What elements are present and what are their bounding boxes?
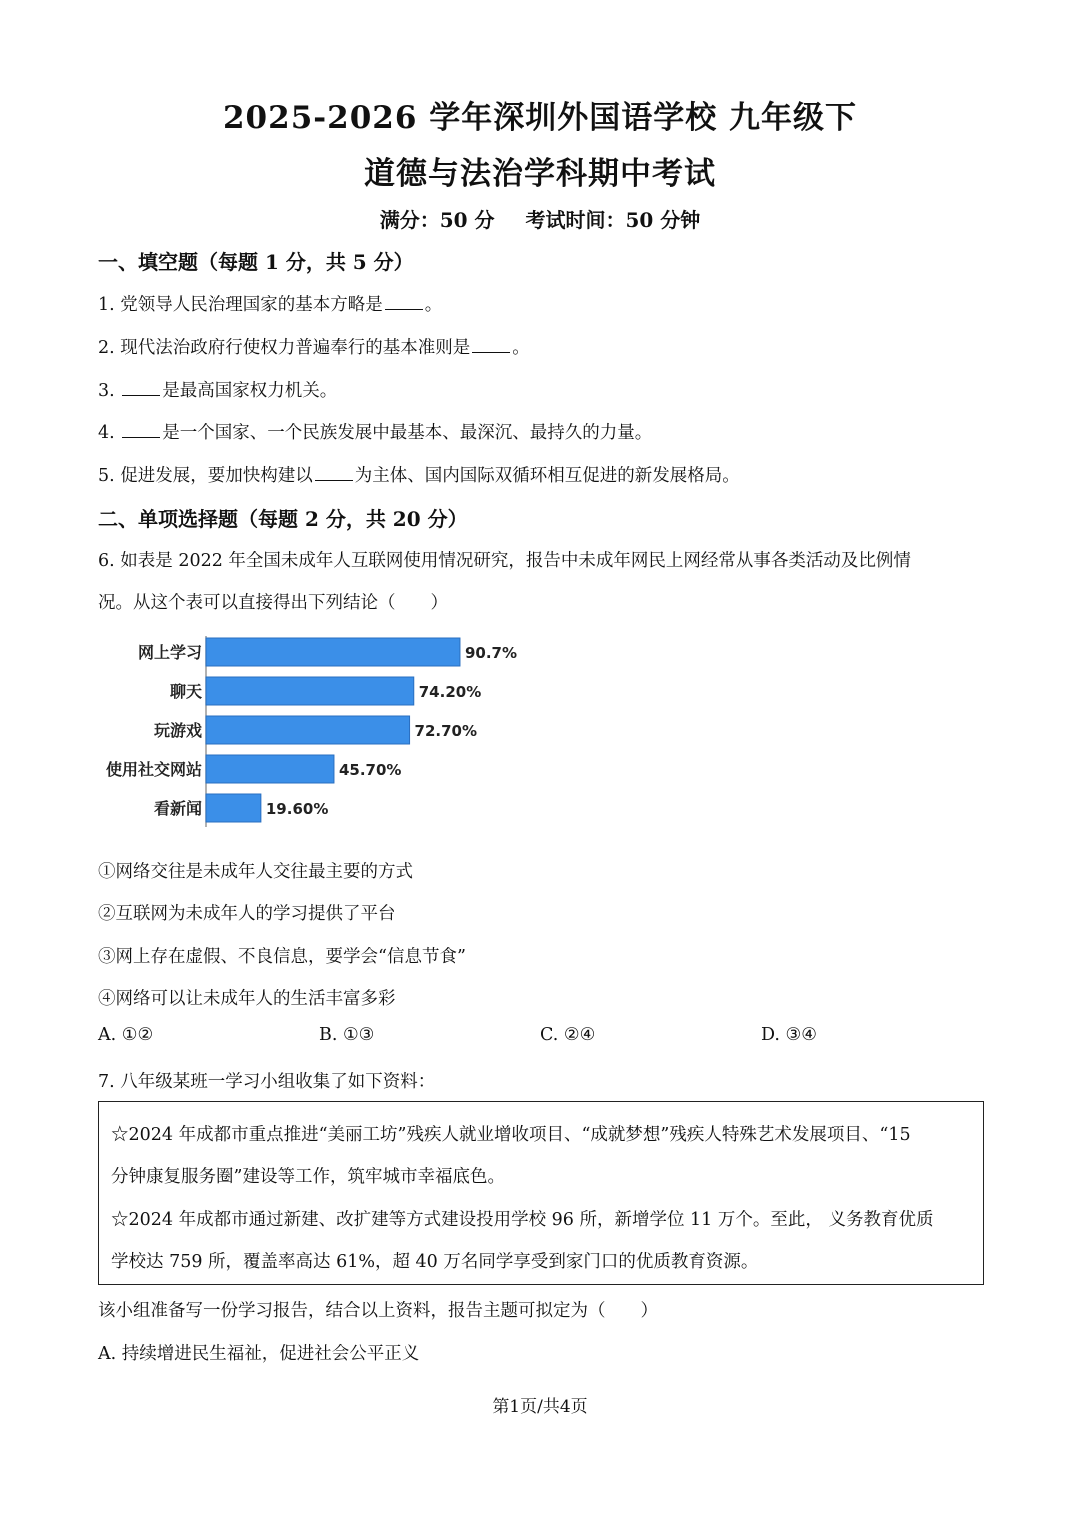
answer-blank bbox=[122, 379, 160, 396]
fill-question-2 bbox=[98, 334, 530, 359]
q5-text-post: 为主体、国内国际双循环相互促进的新发展格局。 bbox=[354, 466, 740, 486]
q1-text-pre: 1. 党领导人民治理国家的基本方略是 bbox=[98, 295, 383, 315]
answer-blank bbox=[122, 421, 160, 438]
q2-text-post: 。 bbox=[512, 338, 530, 358]
q2-text-pre: 2. 现代法治政府行使权力普遍奉行的基本准则是 bbox=[98, 338, 471, 358]
q7-question: 该小组准备写一份学习报告，结合以上资料，报告主题可拟定为（ ） bbox=[98, 1301, 658, 1321]
q7-material-box bbox=[98, 1101, 984, 1285]
category-label-3: 使用社交网站 bbox=[105, 760, 202, 779]
value-label-3: 45.70% bbox=[338, 761, 402, 779]
fill-question-5 bbox=[98, 462, 740, 487]
q1-text-post: 。 bbox=[424, 295, 443, 315]
q4-text-post: 是一个国家、一个民族发展中最基本、最深沉、最持久的力量。 bbox=[162, 423, 653, 443]
exam-time: 考试时间：50 分钟 bbox=[525, 208, 701, 232]
material-line-1: ☆2024 年成都市重点推进“美丽工坊”残疾人就业增收项目、“成就梦想”残疾人特殊艺术发展项目、“15 bbox=[111, 1125, 911, 1145]
statement-2: ②互联网为未成年人的学习提供了平台 bbox=[98, 904, 396, 924]
q4-text-pre: 4. bbox=[98, 423, 121, 443]
section1-heading: 一、填空题（每题 1 分，共 5 分） bbox=[98, 250, 414, 274]
material-line-3: ☆2024 年成都市通过新建、改扩建等方式建设投用学校 96 所，新增学位 11 万个。至此， 义务教育优质 bbox=[111, 1210, 934, 1230]
q6-option-a[interactable]: A. ①② bbox=[98, 1025, 154, 1045]
bar-chart-svg bbox=[98, 630, 558, 830]
q6-option-d[interactable]: D. ③④ bbox=[761, 1025, 817, 1045]
bar-2 bbox=[206, 716, 410, 744]
value-label-2: 72.70% bbox=[414, 722, 478, 740]
value-label-1: 74.20% bbox=[418, 683, 482, 701]
internet-activity-chart bbox=[98, 630, 558, 830]
section2-heading: 二、单项选择题（每题 2 分，共 20 分） bbox=[98, 507, 468, 531]
q5-text-pre: 5. 促进发展，要加快构建以 bbox=[98, 466, 313, 486]
exam-meta bbox=[0, 204, 1080, 233]
full-score: 满分：50 分 bbox=[379, 208, 495, 232]
fill-question-3 bbox=[98, 377, 337, 402]
material-line-2: 分钟康复服务圈”建设等工作，筑牢城市幸福底色。 bbox=[111, 1167, 505, 1187]
category-label-4: 看新闻 bbox=[153, 799, 202, 818]
fill-question-4 bbox=[98, 419, 652, 444]
answer-blank bbox=[472, 336, 510, 353]
value-label-0: 90.7% bbox=[464, 644, 518, 662]
bar-3 bbox=[206, 755, 334, 783]
fill-question-1 bbox=[98, 291, 442, 316]
bar-4 bbox=[206, 794, 261, 822]
q7-option-a[interactable]: A. 持续增进民生福祉，促进社会公平正义 bbox=[98, 1344, 420, 1364]
category-label-0: 网上学习 bbox=[137, 643, 202, 662]
q3-text-pre: 3. bbox=[98, 381, 121, 401]
q3-text-post: 是最高国家权力机关。 bbox=[162, 381, 338, 401]
q6-option-b[interactable]: B. ①③ bbox=[319, 1025, 375, 1045]
statement-4: ④网络可以让未成年人的生活丰富多彩 bbox=[98, 989, 396, 1009]
statement-3: ③网上存在虚假、不良信息，要学会“信息节食” bbox=[98, 947, 466, 967]
value-label-4: 19.60% bbox=[265, 800, 329, 818]
exam-title-line2: 道德与法治学科期中考试 bbox=[364, 156, 716, 192]
bar-0 bbox=[206, 638, 460, 666]
category-label-2: 玩游戏 bbox=[153, 721, 202, 740]
answer-blank bbox=[315, 464, 353, 481]
category-label-1: 聊天 bbox=[169, 682, 202, 701]
q6-stem-line1: 6. 如表是 2022 年全国未成年人互联网使用情况研究，报告中未成年网民上网经常从事各类活动及比例情 bbox=[98, 551, 911, 571]
page-footer: 第1页/共4页 bbox=[492, 1397, 588, 1417]
exam-title-line1: 2025-2026 学年深圳外国语学校 九年级下 bbox=[222, 100, 857, 136]
q7-intro: 7. 八年级某班一学习小组收集了如下资料： bbox=[98, 1072, 436, 1092]
statement-1: ①网络交往是未成年人交往最主要的方式 bbox=[98, 862, 413, 882]
q6-stem-line2: 况。从这个表可以直接得出下列结论（ ） bbox=[98, 593, 448, 613]
answer-blank bbox=[385, 293, 423, 310]
bar-1 bbox=[206, 677, 414, 705]
material-line-4: 学校达 759 所，覆盖率高达 61%，超 40 万名同学享受到家门口的优质教育资源。 bbox=[111, 1252, 759, 1272]
q6-option-c[interactable]: C. ②④ bbox=[540, 1025, 596, 1045]
